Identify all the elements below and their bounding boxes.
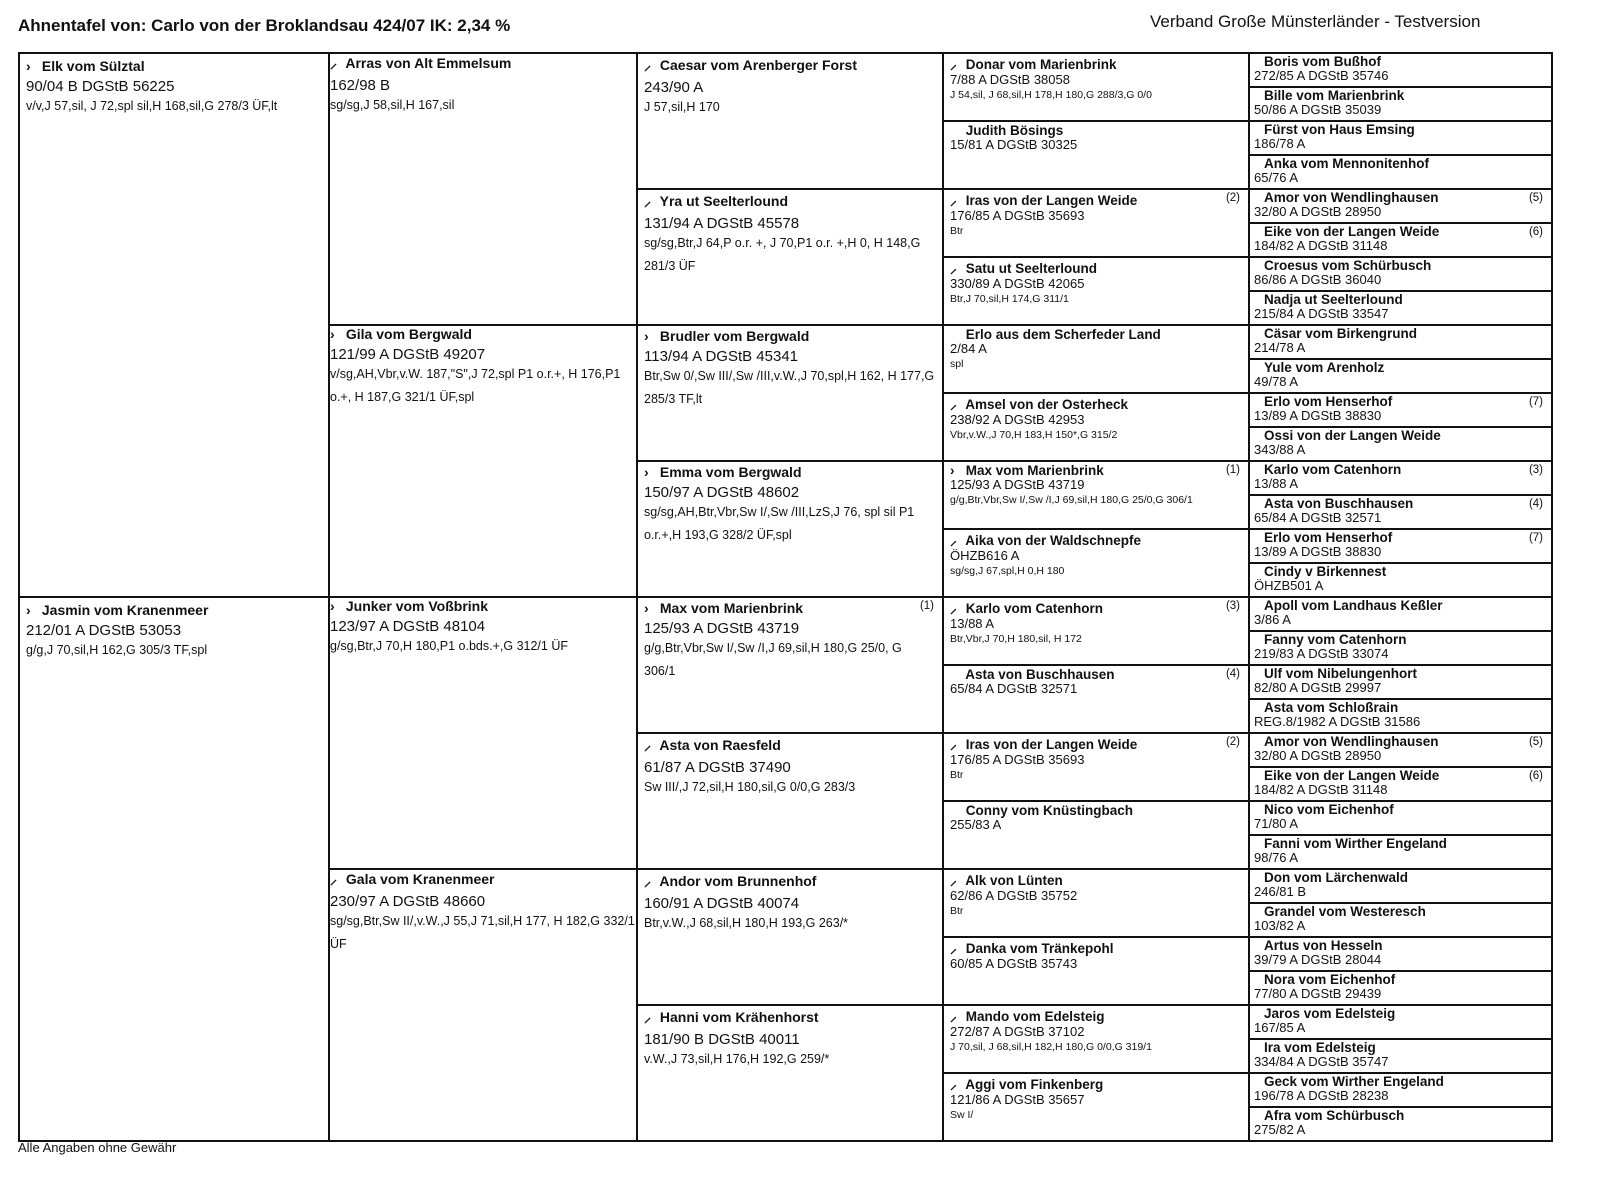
dog-name: Nico vom Eichenhof bbox=[1264, 802, 1394, 817]
gen5-ancestor-box bbox=[1248, 732, 1553, 768]
gen5-ancestor-box bbox=[1248, 426, 1553, 462]
inbreeding-ref-number: (6) bbox=[1528, 226, 1543, 238]
sire-dam-box bbox=[18, 52, 330, 598]
lineage-marker-icon: ⸝ bbox=[330, 871, 337, 887]
registration-number: 3/86 A bbox=[1254, 612, 1291, 627]
registration-number: 272/87 A DGStB 37102 bbox=[950, 1024, 1085, 1039]
dog-name: ⸝ Yra ut Seelterlound bbox=[644, 193, 788, 209]
performance-results: sg/sg,Btr,J 64,P o.r. +, J 70,P1 o.r. +,H 0, H 148,G 281/3 ÜF bbox=[644, 236, 921, 273]
dog-name: ⸝ Karlo vom Catenhorn bbox=[950, 601, 1104, 616]
dog-name: › Max vom Marienbrink bbox=[950, 463, 1104, 478]
performance-results: Btr,v.W.,J 68,sil,H 180,H 193,G 263/* bbox=[644, 916, 849, 930]
lineage-marker-icon: ⸝ bbox=[950, 57, 957, 72]
gen5-ancestor-box bbox=[1248, 188, 1553, 224]
registration-number: 90/04 B DGStB 56225 bbox=[26, 78, 175, 95]
performance-results: J 54,sil, J 68,sil,H 178,H 180,G 288/3,G 0/0 bbox=[950, 89, 1152, 101]
dog-name: Ulf vom Nibelungenhort bbox=[1264, 666, 1417, 681]
registration-number: 330/89 A DGStB 42065 bbox=[950, 276, 1085, 291]
dog-name: Nadja ut Seelterlound bbox=[1264, 292, 1403, 307]
inbreeding-ref-number: (3) bbox=[1528, 464, 1543, 476]
registration-number: 86/86 A DGStB 36040 bbox=[1254, 272, 1382, 287]
dog-name: Asta vom Schloßrain bbox=[1264, 700, 1399, 715]
dog-name: ⸝ Donar vom Marienbrink bbox=[950, 57, 1117, 72]
registration-number: 62/86 A DGStB 35752 bbox=[950, 888, 1078, 903]
performance-results: sg/sg,AH,Btr,Vbr,Sw I/,Sw /III,LzS,J 76, spl sil P1 o.r.+,H 193,G 328/2 ÜF,spl bbox=[644, 505, 915, 542]
registration-number: 65/76 A bbox=[1254, 170, 1299, 185]
registration-number: 123/97 A DGStB 48104 bbox=[330, 618, 486, 635]
registration-number: ÖHZB501 A bbox=[1254, 578, 1324, 593]
gen5-ancestor-box bbox=[1248, 664, 1553, 700]
registration-number: 272/85 A DGStB 35746 bbox=[1254, 68, 1389, 83]
dog-name: Bille vom Marienbrink bbox=[1264, 88, 1405, 103]
registration-number: 7/88 A DGStB 38058 bbox=[950, 72, 1070, 87]
registration-number: 246/81 B bbox=[1254, 884, 1307, 899]
dog-name: Artus von Hesseln bbox=[1264, 938, 1383, 953]
dog-name: ⸝ Gala vom Kranenmeer bbox=[330, 871, 495, 887]
great-grandparent-box bbox=[636, 732, 944, 870]
dog-name: ⸝ Asta von Raesfeld bbox=[644, 737, 781, 753]
performance-results: Vbr,v.W.,J 70,H 183,H 150*,G 315/2 bbox=[950, 429, 1118, 441]
registration-number: 121/86 A DGStB 35657 bbox=[950, 1092, 1085, 1107]
gen4-ancestor-box bbox=[942, 664, 1250, 734]
gen5-ancestor-box bbox=[1248, 800, 1553, 836]
lineage-marker-icon: ⸝ bbox=[644, 193, 651, 209]
registration-number: 15/81 A DGStB 30325 bbox=[950, 137, 1078, 152]
registration-number: 2/84 A bbox=[950, 341, 987, 356]
inbreeding-ref-number: (7) bbox=[1528, 532, 1543, 544]
dog-name: ⸝ Amsel von der Osterheck bbox=[950, 397, 1129, 412]
registration-number: 77/80 A DGStB 29439 bbox=[1254, 986, 1382, 1001]
disclaimer: Alle Angaben ohne Gewähr bbox=[18, 1140, 177, 1155]
inbreeding-ref-number: (7) bbox=[1528, 396, 1543, 408]
great-grandparent-box bbox=[636, 868, 944, 1006]
registration-number: 113/94 A DGStB 45341 bbox=[644, 348, 799, 365]
performance-results: Btr,Sw 0/,Sw III/,Sw /III,v.W.,J 70,spl,H 162, H 177,G 285/3 TF,lt bbox=[644, 369, 935, 406]
lineage-marker-icon: ⸝ bbox=[950, 1077, 957, 1092]
dog-name: › Emma vom Bergwald bbox=[644, 464, 802, 480]
performance-results: spl bbox=[950, 358, 964, 370]
dog-name: ⸝ Danka vom Tränkepohl bbox=[950, 941, 1114, 956]
gen5-ancestor-box bbox=[1248, 902, 1553, 938]
dog-name: › Max vom Marienbrink bbox=[644, 600, 804, 616]
registration-number: ÖHZB616 A bbox=[950, 548, 1020, 563]
dog-name: Judith Bösings bbox=[962, 123, 1064, 138]
inbreeding-ref-number: (5) bbox=[1528, 736, 1543, 748]
page-title: Ahnentafel von: Carlo von der Broklandsau 424/07 IK: 2,34 % bbox=[18, 16, 511, 35]
great-grandparent-box bbox=[636, 1004, 944, 1142]
gen5-ancestor-box bbox=[1248, 86, 1553, 122]
performance-results: J 57,sil,H 170 bbox=[644, 100, 720, 114]
registration-number: 196/78 A DGStB 28238 bbox=[1254, 1088, 1389, 1103]
dog-name: Karlo vom Catenhorn bbox=[1264, 462, 1402, 477]
lineage-marker-icon: › bbox=[330, 326, 335, 342]
dog-name: › Gila vom Bergwald bbox=[330, 326, 472, 342]
gen5-ancestor-box bbox=[1248, 698, 1553, 734]
registration-number: 131/94 A DGStB 45578 bbox=[644, 215, 800, 232]
gen4-ancestor-box bbox=[942, 732, 1250, 802]
gen4-ancestor-box bbox=[942, 392, 1250, 462]
performance-results: v/v,J 57,sil, J 72,spl sil,H 168,sil,G 278/3 ÜF,lt bbox=[26, 99, 278, 113]
registration-number: 13/89 A DGStB 38830 bbox=[1254, 544, 1382, 559]
gen5-ancestor-box bbox=[1248, 528, 1553, 564]
dog-name: Ira vom Edelsteig bbox=[1264, 1040, 1376, 1055]
gen5-ancestor-box bbox=[1248, 460, 1553, 496]
dog-name: Erlo aus dem Scherfeder Land bbox=[962, 327, 1161, 342]
great-grandparent-box bbox=[636, 188, 944, 326]
performance-results: g/g,Btr,Vbr,Sw I/,Sw /I,J 69,sil,H 180,G 25/0, G 306/1 bbox=[644, 641, 902, 678]
registration-number: REG.8/1982 A DGStB 31586 bbox=[1254, 714, 1421, 729]
registration-number: 32/80 A DGStB 28950 bbox=[1254, 204, 1382, 219]
performance-results: Btr bbox=[950, 905, 964, 917]
dog-name: ⸝ Arras von Alt Emmelsum bbox=[330, 55, 512, 71]
gen4-ancestor-box bbox=[942, 1004, 1250, 1074]
dog-name: Grandel vom Westeresch bbox=[1264, 904, 1426, 919]
lineage-marker-icon: ⸝ bbox=[950, 397, 957, 412]
performance-results: Sw III/,J 72,sil,H 180,sil,G 0/0,G 283/3 bbox=[644, 780, 856, 794]
performance-results: J 70,sil, J 68,sil,H 182,H 180,G 0/0,G 319/1 bbox=[950, 1041, 1152, 1053]
dog-name: Eike von der Langen Weide bbox=[1264, 768, 1440, 783]
gen5-ancestor-box bbox=[1248, 256, 1553, 292]
registration-number: 39/79 A DGStB 28044 bbox=[1254, 952, 1382, 967]
gen4-ancestor-box bbox=[942, 188, 1250, 258]
gen4-ancestor-box bbox=[942, 460, 1250, 530]
dog-name: ⸝ Hanni vom Krähenhorst bbox=[644, 1009, 819, 1025]
gen5-ancestor-box bbox=[1248, 596, 1553, 632]
dog-name: Amor von Wendlinghausen bbox=[1264, 734, 1439, 749]
gen5-ancestor-box bbox=[1248, 834, 1553, 870]
lineage-marker-icon: ⸝ bbox=[950, 261, 957, 276]
dog-name: ⸝ Iras von der Langen Weide bbox=[950, 737, 1138, 752]
registration-number: 98/76 A bbox=[1254, 850, 1299, 865]
registration-number: 103/82 A bbox=[1254, 918, 1306, 933]
registration-number: 65/84 A DGStB 32571 bbox=[1254, 510, 1382, 525]
dog-name: Afra vom Schürbusch bbox=[1264, 1108, 1405, 1123]
gen5-ancestor-box bbox=[1248, 1072, 1553, 1108]
organization-label: Verband Große Münsterländer - Testversion bbox=[1150, 12, 1481, 31]
registration-number: 32/80 A DGStB 28950 bbox=[1254, 748, 1382, 763]
performance-results: g/g,J 70,sil,H 162,G 305/3 TF,spl bbox=[26, 643, 208, 657]
dog-name: › Elk vom Sülztal bbox=[26, 58, 145, 74]
grandparent-box bbox=[328, 324, 638, 598]
performance-results: Btr,Vbr,J 70,H 180,sil, H 172 bbox=[950, 633, 1082, 645]
gen5-ancestor-box bbox=[1248, 936, 1553, 972]
registration-number: 181/90 B DGStB 40011 bbox=[644, 1031, 800, 1048]
lineage-marker-icon: ⸝ bbox=[644, 737, 651, 753]
gen5-ancestor-box bbox=[1248, 154, 1553, 190]
registration-number: 61/87 A DGStB 37490 bbox=[644, 759, 791, 776]
performance-results: g/g,Btr,Vbr,Sw I/,Sw /I,J 69,sil,H 180,G 25/0,G 306/1 bbox=[950, 494, 1193, 506]
registration-number: 334/84 A DGStB 35747 bbox=[1254, 1054, 1389, 1069]
dog-name: Asta von Buschhausen bbox=[962, 667, 1115, 682]
performance-results: Btr,J 70,sil,H 174,G 311/1 bbox=[950, 293, 1069, 305]
dog-name: ⸝ Iras von der Langen Weide bbox=[950, 193, 1138, 208]
performance-results: v/sg,AH,Vbr,v.W. 187,"S",J 72,spl P1 o.r.+, H 176,P1 o.+, H 187,G 321/1 ÜF,spl bbox=[330, 367, 621, 404]
registration-number: 230/97 A DGStB 48660 bbox=[330, 893, 486, 910]
registration-number: 50/86 A DGStB 35039 bbox=[1254, 102, 1382, 117]
performance-results: sg/sg,Btr,Sw II/,v.W.,J 55,J 71,sil,H 177, H 182,G 332/1 ÜF bbox=[330, 914, 635, 951]
gen5-ancestor-box bbox=[1248, 1038, 1553, 1074]
lineage-marker-icon: ⸝ bbox=[644, 1009, 651, 1025]
lineage-marker-icon: ⸝ bbox=[950, 601, 957, 616]
gen4-ancestor-box bbox=[942, 868, 1250, 938]
lineage-marker-icon: › bbox=[26, 602, 31, 618]
registration-number: 13/88 A bbox=[950, 616, 995, 631]
gen4-ancestor-box bbox=[942, 120, 1250, 190]
lineage-marker-icon: ⸝ bbox=[950, 533, 957, 548]
gen5-ancestor-box bbox=[1248, 1004, 1553, 1040]
dog-name: Jaros vom Edelsteig bbox=[1264, 1006, 1396, 1021]
registration-number: 219/83 A DGStB 33074 bbox=[1254, 646, 1389, 661]
gen5-ancestor-box bbox=[1248, 1106, 1553, 1142]
dog-name: Asta von Buschhausen bbox=[1264, 496, 1414, 511]
gen5-ancestor-box bbox=[1248, 222, 1553, 258]
registration-number: 214/78 A bbox=[1254, 340, 1306, 355]
gen5-ancestor-box bbox=[1248, 120, 1553, 156]
dog-name: Erlo vom Henserhof bbox=[1264, 394, 1393, 409]
registration-number: 125/93 A DGStB 43719 bbox=[644, 620, 800, 637]
inbreeding-ref-number: (1) bbox=[1225, 464, 1240, 476]
lineage-marker-icon: ⸝ bbox=[950, 737, 957, 752]
inbreeding-ref-number: (3) bbox=[1225, 600, 1240, 612]
dog-name: Nora vom Eichenhof bbox=[1264, 972, 1396, 987]
gen4-ancestor-box bbox=[942, 256, 1250, 326]
dog-name: Croesus vom Schürbusch bbox=[1264, 258, 1432, 273]
gen5-ancestor-box bbox=[1248, 630, 1553, 666]
dog-name: Boris vom Bußhof bbox=[1264, 54, 1381, 69]
performance-results: v.W.,J 73,sil,H 176,H 192,G 259/* bbox=[644, 1052, 830, 1066]
inbreeding-ref-number: (2) bbox=[1225, 736, 1240, 748]
gen5-ancestor-box bbox=[1248, 52, 1553, 88]
performance-results: sg/sg,J 58,sil,H 167,sil bbox=[330, 98, 455, 112]
registration-number: 186/78 A bbox=[1254, 136, 1306, 151]
dog-name: Conny vom Knüstingbach bbox=[962, 803, 1134, 818]
performance-results: g/sg,Btr,J 70,H 180,P1 o.bds.+,G 312/1 ÜF bbox=[330, 639, 568, 653]
lineage-marker-icon: ⸝ bbox=[950, 1009, 957, 1024]
dog-name: Yule vom Arenholz bbox=[1264, 360, 1385, 375]
lineage-marker-icon: › bbox=[644, 464, 649, 480]
lineage-marker-icon: › bbox=[330, 598, 335, 614]
registration-number: 184/82 A DGStB 31148 bbox=[1254, 782, 1388, 797]
gen4-ancestor-box bbox=[942, 52, 1250, 122]
performance-results: Sw I/ bbox=[950, 1109, 974, 1121]
great-grandparent-box bbox=[636, 596, 944, 734]
inbreeding-ref-number: (4) bbox=[1528, 498, 1543, 510]
dog-name: ⸝ Aika von der Waldschnepfe bbox=[950, 533, 1142, 548]
dog-name: ⸝ Caesar vom Arenberger Forst bbox=[644, 57, 857, 73]
gen5-ancestor-box bbox=[1248, 392, 1553, 428]
registration-number: 49/78 A bbox=[1254, 374, 1299, 389]
registration-number: 255/83 A bbox=[950, 817, 1002, 832]
registration-number: 176/85 A DGStB 35693 bbox=[950, 752, 1085, 767]
gen5-ancestor-box bbox=[1248, 358, 1553, 394]
dog-name: Fanni vom Wirther Engeland bbox=[1264, 836, 1447, 851]
lineage-marker-icon: ⸝ bbox=[950, 193, 957, 208]
gen4-ancestor-box bbox=[942, 800, 1250, 870]
lineage-marker-icon: › bbox=[644, 600, 649, 616]
registration-number: 60/85 A DGStB 35743 bbox=[950, 956, 1078, 971]
dog-name: ⸝ Mando vom Edelsteig bbox=[950, 1009, 1105, 1024]
great-grandparent-box bbox=[636, 52, 944, 190]
grandparent-box bbox=[328, 52, 638, 326]
gen4-ancestor-box bbox=[942, 1072, 1250, 1142]
registration-number: 243/90 A bbox=[644, 79, 704, 96]
gen5-ancestor-box bbox=[1248, 562, 1553, 598]
gen4-ancestor-box bbox=[942, 936, 1250, 1006]
dog-name: Amor von Wendlinghausen bbox=[1264, 190, 1439, 205]
registration-number: 215/84 A DGStB 33547 bbox=[1254, 306, 1389, 321]
performance-results: Btr bbox=[950, 225, 964, 237]
dog-name: › Brudler vom Bergwald bbox=[644, 328, 810, 344]
lineage-marker-icon: ⸝ bbox=[330, 55, 337, 71]
sire-dam-box bbox=[18, 596, 330, 1142]
dog-name: Don vom Lärchenwald bbox=[1264, 870, 1409, 885]
gen5-ancestor-box bbox=[1248, 766, 1553, 802]
inbreeding-ref-number: (6) bbox=[1528, 770, 1543, 782]
dog-name: ⸝ Andor vom Brunnenhof bbox=[644, 873, 817, 889]
dog-name: ⸝ Aggi vom Finkenberg bbox=[950, 1077, 1104, 1092]
gen4-ancestor-box bbox=[942, 324, 1250, 394]
inbreeding-ref-number: (4) bbox=[1225, 668, 1240, 680]
gen4-ancestor-box bbox=[942, 528, 1250, 598]
registration-number: 65/84 A DGStB 32571 bbox=[950, 681, 1078, 696]
gen5-ancestor-box bbox=[1248, 970, 1553, 1006]
dog-name: Fürst von Haus Emsing bbox=[1264, 122, 1415, 137]
dog-name: Fanny vom Catenhorn bbox=[1264, 632, 1407, 647]
inbreeding-ref-number: (5) bbox=[1528, 192, 1543, 204]
inbreeding-ref-number: (1) bbox=[919, 600, 934, 612]
great-grandparent-box bbox=[636, 324, 944, 462]
dog-name: ⸝ Satu ut Seelterlound bbox=[950, 261, 1098, 276]
performance-results: Btr bbox=[950, 769, 964, 781]
registration-number: 71/80 A bbox=[1254, 816, 1299, 831]
dog-name: › Junker vom Voßbrink bbox=[330, 598, 488, 614]
dog-name: Anka vom Mennonitenhof bbox=[1264, 156, 1429, 171]
dog-name: Apoll vom Landhaus Keßler bbox=[1264, 598, 1443, 613]
gen5-ancestor-box bbox=[1248, 494, 1553, 530]
registration-number: 162/98 B bbox=[330, 77, 391, 94]
dog-name: Erlo vom Henserhof bbox=[1264, 530, 1393, 545]
registration-number: 275/82 A bbox=[1254, 1122, 1306, 1137]
registration-number: 176/85 A DGStB 35693 bbox=[950, 208, 1085, 223]
registration-number: 238/92 A DGStB 42953 bbox=[950, 412, 1085, 427]
registration-number: 13/88 A bbox=[1254, 476, 1299, 491]
gen4-ancestor-box bbox=[942, 596, 1250, 666]
grandparent-box bbox=[328, 596, 638, 870]
dog-name: Cindy v Birkennest bbox=[1264, 564, 1387, 579]
registration-number: 125/93 A DGStB 43719 bbox=[950, 477, 1085, 492]
registration-number: 167/85 A bbox=[1254, 1020, 1306, 1035]
dog-name: Ossi von der Langen Weide bbox=[1264, 428, 1441, 443]
dog-name: Eike von der Langen Weide bbox=[1264, 224, 1440, 239]
dog-name: Geck vom Wirther Engeland bbox=[1264, 1074, 1444, 1089]
gen5-ancestor-box bbox=[1248, 290, 1553, 326]
registration-number: 160/91 A DGStB 40074 bbox=[644, 895, 800, 912]
great-grandparent-box bbox=[636, 460, 944, 598]
registration-number: 343/88 A bbox=[1254, 442, 1306, 457]
dog-name: Cäsar vom Birkengrund bbox=[1264, 326, 1418, 341]
lineage-marker-icon: › bbox=[644, 328, 649, 344]
performance-results: sg/sg,J 67,spl,H 0,H 180 bbox=[950, 565, 1065, 577]
inbreeding-ref-number: (2) bbox=[1225, 192, 1240, 204]
dog-name: › Jasmin vom Kranenmeer bbox=[26, 602, 209, 618]
lineage-marker-icon: ⸝ bbox=[644, 873, 651, 889]
registration-number: 150/97 A DGStB 48602 bbox=[644, 484, 800, 501]
lineage-marker-icon: ⸝ bbox=[644, 57, 651, 73]
registration-number: 184/82 A DGStB 31148 bbox=[1254, 238, 1388, 253]
lineage-marker-icon: › bbox=[26, 58, 31, 74]
gen5-ancestor-box bbox=[1248, 868, 1553, 904]
dog-name: ⸝ Alk von Lünten bbox=[950, 873, 1063, 888]
registration-number: 121/99 A DGStB 49207 bbox=[330, 346, 486, 363]
lineage-marker-icon: ⸝ bbox=[950, 941, 957, 956]
lineage-marker-icon: › bbox=[950, 463, 955, 478]
registration-number: 82/80 A DGStB 29997 bbox=[1254, 680, 1382, 695]
lineage-marker-icon: ⸝ bbox=[950, 873, 957, 888]
gen5-ancestor-box bbox=[1248, 324, 1553, 360]
grandparent-box bbox=[328, 868, 638, 1142]
registration-number: 13/89 A DGStB 38830 bbox=[1254, 408, 1382, 423]
registration-number: 212/01 A DGStB 53053 bbox=[26, 622, 182, 639]
